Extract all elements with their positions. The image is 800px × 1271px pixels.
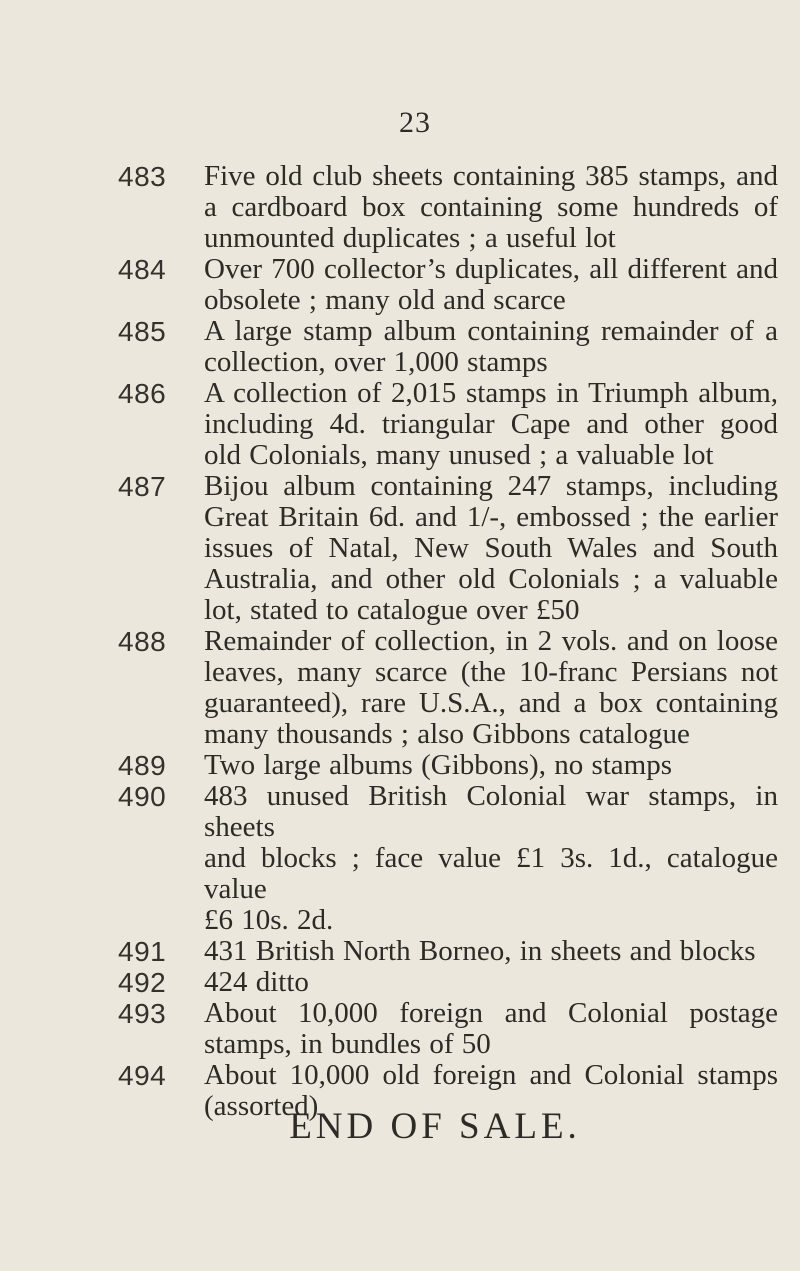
lot-description-line: stamps, in bundles of 50 [204,1028,491,1060]
lot-entry [118,936,778,967]
lot-description [204,967,778,998]
lot-description-line: Australia, and other old Colonials ; a valuable [204,563,778,595]
lot-description-line: (assorted) [204,1090,319,1122]
lot-description-line: Remainder of collection, in 2 vols. and on loose [204,625,778,657]
lot-entry [118,471,778,626]
lot-entry [118,161,778,254]
lot-number: 490 [118,781,167,812]
lot-description-line: Bijou album containing 247 stamps, including [204,470,778,502]
lot-entry [118,316,778,378]
lot-description-line: 483 unused British Colonial war stamps, in sheets [204,780,778,843]
lot-description-line: 431 British North Borneo, in sheets and blocks [204,935,756,967]
lot-description [204,316,778,378]
lot-description [204,626,778,750]
lot-number: 494 [118,1060,167,1091]
lot-description [204,471,778,626]
end-of-sale-footer: END OF SALE. [289,1106,581,1147]
lot-description [204,254,778,316]
lot-number: 483 [118,161,167,192]
lot-description-line: obsolete ; many old and scarce [204,284,566,316]
lot-description-line: a cardboard box containing some hundreds of [204,191,778,223]
lot-number: 486 [118,378,167,409]
lot-description-line: 424 ditto [204,966,309,998]
lot-description-line: collection, over 1,000 stamps [204,346,548,378]
lot-entry [118,967,778,998]
lot-description-line: and blocks ; face value £1 3s. 1d., catalogue value [204,842,778,905]
lot-description-line: Great Britain 6d. and 1/-, embossed ; the earlier [204,501,778,533]
lot-number: 488 [118,626,167,657]
lot-description [204,998,778,1060]
lot-description [204,161,778,254]
lot-description-line: About 10,000 old foreign and Colonial stamps [204,1059,778,1091]
lot-description-line: £6 10s. 2d. [204,904,334,936]
lot-description-line: many thousands ; also Gibbons catalogue [204,718,690,750]
lot-entry [118,378,778,471]
lot-description-line: A collection of 2,015 stamps in Triumph album, [204,377,778,409]
lot-description-line: About 10,000 foreign and Colonial postage [204,997,778,1029]
lot-description [204,750,778,781]
lot-description [204,781,778,936]
lot-description-line: unmounted duplicates ; a useful lot [204,222,616,254]
lot-description-line: guaranteed), rare U.S.A., and a box containing [204,687,778,719]
lot-description-line: including 4d. triangular Cape and other good [204,408,778,440]
lot-number: 484 [118,254,167,285]
lot-description-line: Over 700 collector’s duplicates, all different and [204,253,778,285]
lot-description-line: Two large albums (Gibbons), no stamps [204,749,672,781]
lot-description-line: lot, stated to catalogue over £50 [204,594,580,626]
lot-number: 485 [118,316,167,347]
lot-entry [118,626,778,750]
lot-number: 492 [118,967,167,998]
lot-entry [118,998,778,1060]
lot-number: 491 [118,936,167,967]
lot-description-line: leaves, many scarce (the 10-franc Persians not [204,656,778,688]
lot-entry [118,781,778,936]
lot-description [204,936,778,967]
lot-entry [118,254,778,316]
lot-description [204,378,778,471]
lot-list [118,161,778,1122]
lot-description-line: Five old club sheets containing 385 stamps, and [204,160,778,192]
lot-number: 487 [118,471,167,502]
lot-entry [118,750,778,781]
lot-number: 493 [118,998,167,1029]
page-number: 23 [399,106,431,139]
lot-description-line: old Colonials, many unused ; a valuable lot [204,439,714,471]
lot-description-line: issues of Natal, New South Wales and South [204,532,778,564]
lot-description-line: A large stamp album containing remainder of a [204,315,778,347]
lot-number: 489 [118,750,167,781]
